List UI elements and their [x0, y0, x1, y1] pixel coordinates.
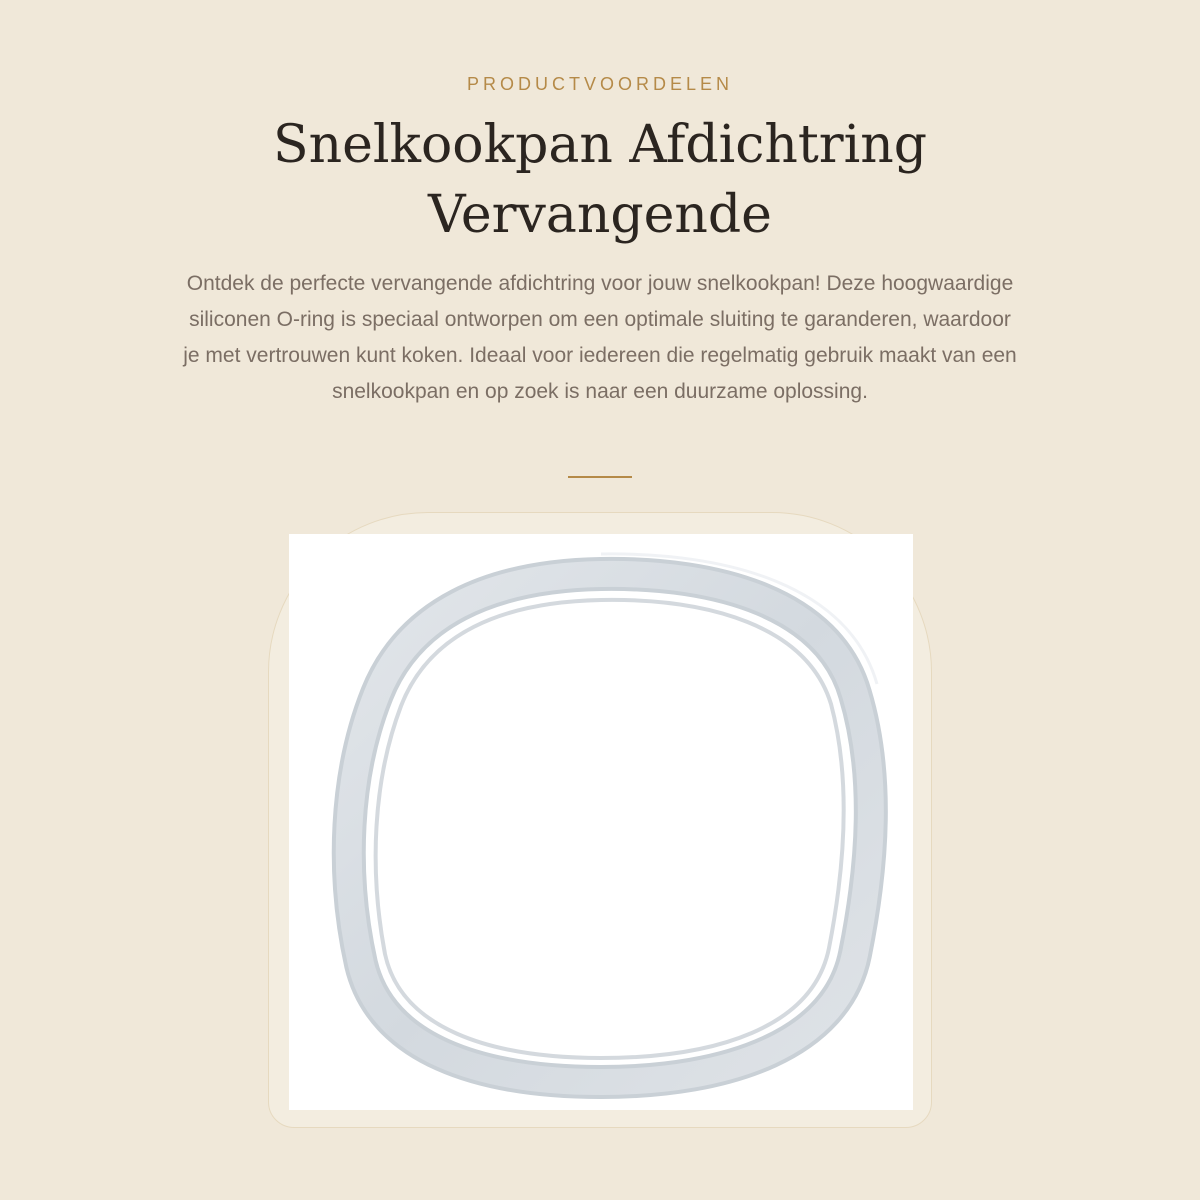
section-description: Ontdek de perfecte vervangende afdichtring voor jouw snelkookpan! Deze hoogwaardige siliconen O-ring is speciaal ontworpen om een optimale sluiting te garanderen, waardoor je met vertrouwen kunt koken. Ideaal voor iedereen die regelmatig gebruik maakt van een snelkookpan en op zoek is naar een duurzame oplossing. [183, 272, 1017, 403]
section-title: Snelkookpan Afdichtring Vervangende [272, 115, 928, 245]
accent-divider [568, 476, 632, 478]
section-eyebrow: PRODUCTVOORDELEN [466, 74, 734, 94]
product-image-card [268, 512, 932, 1128]
product-image [289, 534, 913, 1110]
silicone-o-ring-icon [289, 534, 913, 1110]
